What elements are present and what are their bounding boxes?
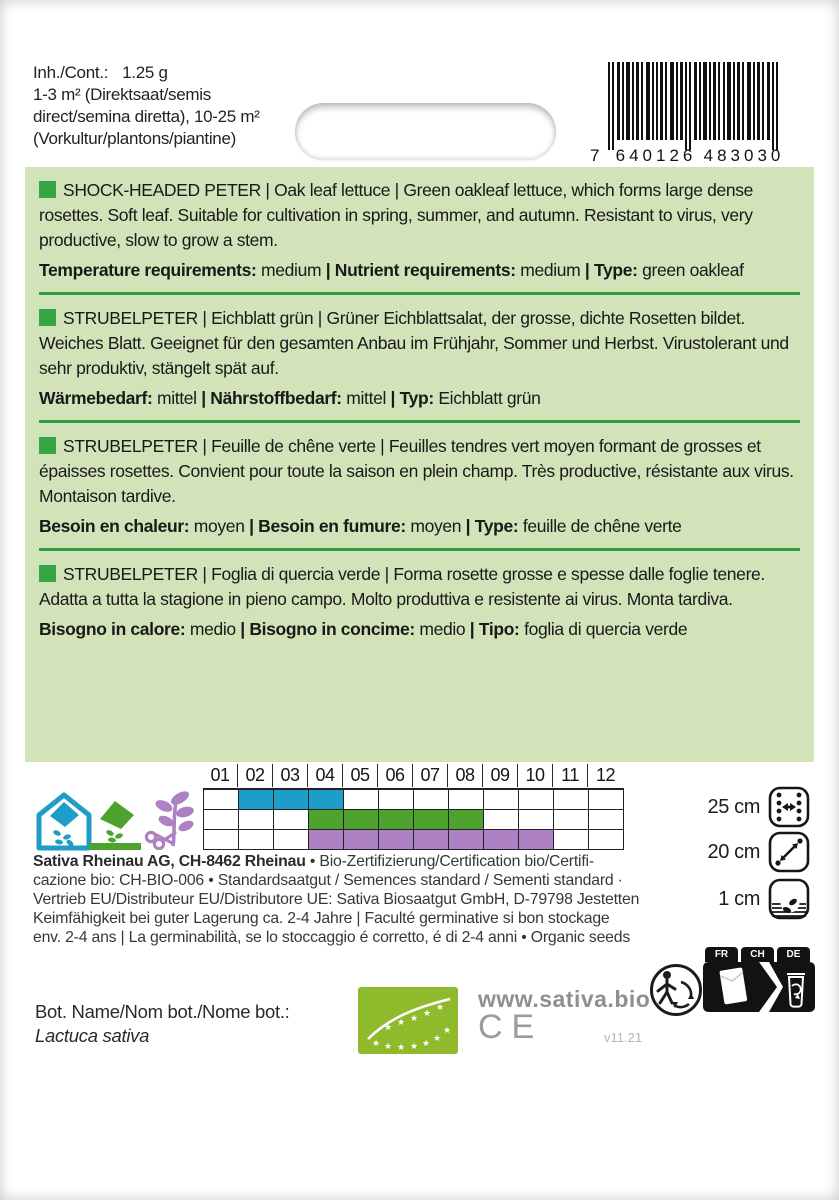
layout-version: v11.21 — [604, 1030, 643, 1045]
calendar-cell-preculture-sowing — [449, 790, 484, 810]
req-value: foglia di quercia verde — [524, 619, 688, 639]
calendar-month-label: 12 — [595, 765, 616, 785]
euro-slot-hang-hole — [295, 103, 556, 160]
producer-info — [33, 853, 639, 948]
svg-text:★: ★ — [383, 1042, 393, 1052]
coverage-area: 1-3 m² (Direktsaat/semis direct/semina diretta), 10-25 m² (Vorkultur/plantons/piantine) — [33, 85, 260, 148]
separator: | — [244, 516, 259, 536]
calendar-cell-direct-sowing — [379, 810, 414, 830]
section-de — [39, 306, 800, 410]
calendar-cell-harvest — [589, 830, 624, 850]
ce-mark: CE — [478, 1008, 544, 1046]
calendar-month-label: 08 — [448, 764, 483, 787]
greenhouse-sowing-icon — [34, 790, 94, 852]
calendar-cell-preculture-sowing — [239, 790, 274, 810]
req-label: Besoin en chaleur: — [39, 516, 190, 536]
separator: | — [196, 388, 211, 408]
calendar-cell-preculture-sowing — [379, 790, 414, 810]
req-value: medium — [520, 260, 581, 280]
variety-title: STRUBELPETER — [63, 308, 198, 328]
requirements-de — [39, 386, 800, 410]
variety-title: STRUBELPETER — [63, 564, 198, 584]
green-square-bullet — [39, 565, 56, 582]
envelope-to-bin-icon — [703, 962, 815, 1012]
botanical-name: Lactuca sativa — [35, 1025, 150, 1046]
variety-text: Feuilles tendres vert moyen formant de grosses et épaisses rosettes. Convient pour toute la saison en plein champ. Très productive, résistante aux virus. Montaison tardive. — [39, 436, 794, 506]
botanical-name-block — [35, 1000, 290, 1048]
calendar-cell-harvest — [449, 830, 484, 850]
req-value: Eichblatt grün — [438, 388, 541, 408]
calendar-cell-preculture-sowing — [414, 790, 449, 810]
calendar-cell-harvest — [379, 830, 414, 850]
req-label: Nutrient requirements: — [334, 260, 516, 280]
req-label: Nährstoffbedarf: — [210, 388, 342, 408]
separator: | — [197, 564, 212, 584]
calendar-month-label: 01 — [203, 764, 238, 787]
separator: | — [197, 436, 212, 456]
calendar-cell-direct-sowing — [414, 810, 449, 830]
barcode-group1: 640126 — [615, 146, 697, 165]
req-label: Type: — [474, 516, 519, 536]
calendar-cell-preculture-sowing — [274, 790, 309, 810]
svg-text:★: ★ — [435, 1003, 445, 1013]
separator: | — [390, 180, 404, 200]
variety-description-it — [39, 562, 800, 612]
website-url: www.sativa.bio — [478, 986, 651, 1012]
variety-type: Foglia di quercia verde — [211, 564, 381, 584]
calendar-cell-harvest — [554, 830, 589, 850]
green-square-bullet — [39, 309, 56, 326]
row-spacing-icon — [768, 786, 810, 828]
eu-organic-leaf-logo — [358, 987, 458, 1054]
svg-text:★: ★ — [409, 1014, 419, 1024]
requirements-en — [39, 258, 800, 282]
calendar-cell-harvest — [274, 830, 309, 850]
barcode-group2: 483030 — [703, 146, 785, 165]
req-value: medio — [189, 619, 236, 639]
footer-line: Keimfähigkeit bei guter Lagerung ca. 2-4 Jahre | Faculté germinative si bon stockage — [33, 909, 610, 927]
variety-title: SHOCK-HEADED PETER — [63, 180, 261, 200]
barcode-bars-icon — [590, 62, 794, 152]
calendar-cell-direct-sowing — [309, 810, 344, 830]
svg-text:★: ★ — [422, 1009, 432, 1019]
calendar-cell-direct-sowing — [204, 810, 239, 830]
calendar-month-label: 06 — [378, 764, 413, 787]
calendar-cell-preculture-sowing — [519, 790, 554, 810]
req-value: moyen — [410, 516, 462, 536]
requirements-it — [39, 617, 800, 641]
req-label: Type: — [593, 260, 638, 280]
tab-ch: CH — [741, 947, 774, 962]
calendar-month-label: 07 — [413, 764, 448, 787]
calendar-month-label: 05 — [343, 764, 378, 787]
direct-sowing-icon — [88, 800, 142, 850]
barcode-digits — [590, 146, 794, 166]
calendar-cell-harvest — [204, 830, 239, 850]
variety-title: STRUBELPETER — [63, 436, 198, 456]
calendar-cell-direct-sowing — [589, 810, 624, 830]
calendar-cell-direct-sowing — [484, 810, 519, 830]
calendar-month-label: 10 — [518, 764, 553, 787]
green-square-bullet — [39, 437, 56, 454]
content-value: 1.25 g — [122, 63, 168, 82]
calendar-cell-preculture-sowing — [589, 790, 624, 810]
calendar-cell-direct-sowing — [554, 810, 589, 830]
section-divider — [39, 292, 800, 295]
footer-line: cazione bio: CH-BIO-006 • Standardsaatgut / Semences standard / Sementi standard · — [33, 871, 623, 889]
footer-line — [33, 853, 639, 872]
calendar-cell-preculture-sowing — [344, 790, 379, 810]
req-value: green oakleaf — [642, 260, 744, 280]
variety-text: Grüner Eichblattsalat, der grosse, dichte Rosetten bildet. Weiches Blatt. Geeignet für den gesamten Anbau im Frühjahr, Sommer und Herbst. Virustolerant und sehr produktiv, stängelt spät auf. — [39, 308, 789, 378]
calendar-cell-preculture-sowing — [309, 790, 344, 810]
calendar-month-label: 04 — [308, 764, 343, 787]
separator: | — [461, 516, 475, 536]
variety-type: Feuille de chêne verte — [211, 436, 376, 456]
section-en — [39, 178, 800, 282]
calendar-cell-direct-sowing — [239, 810, 274, 830]
separator: | — [375, 436, 389, 456]
req-label: Typ: — [399, 388, 434, 408]
calendar-month-label: 09 — [483, 764, 518, 787]
svg-text:★: ★ — [409, 1042, 419, 1052]
barcode — [590, 62, 794, 164]
paper-disposal-badge — [703, 947, 815, 1012]
content-info — [33, 62, 309, 150]
spec-label: 1 cm — [718, 887, 760, 910]
separator: | — [380, 564, 394, 584]
variety-text: Green oakleaf lettuce, which forms large dense rosettes. Soft leaf. Suitable for cultivation in spring, summer, and autumn. Resistant to virus, very productive, slow to grow a stem. — [39, 180, 754, 250]
req-value: mittel — [346, 388, 387, 408]
spec-plant-spacing — [694, 831, 810, 873]
content-amount — [33, 62, 309, 84]
spec-row-spacing — [694, 786, 810, 828]
calendar-cell-direct-sowing — [344, 810, 379, 830]
section-fr — [39, 434, 800, 538]
svg-text:★: ★ — [432, 1034, 442, 1044]
calendar-month-header — [203, 764, 623, 787]
separator: | — [321, 260, 335, 280]
variety-type: Oak leaf lettuce — [274, 180, 391, 200]
separator: | — [197, 308, 212, 328]
separator: | — [260, 180, 275, 200]
req-label: Temperature requirements: — [39, 260, 257, 280]
calendar-cell-preculture-sowing — [554, 790, 589, 810]
barcode-prefix: 7 — [590, 146, 600, 165]
svg-text:★: ★ — [371, 1039, 381, 1049]
separator: | — [235, 619, 250, 639]
calendar-cell-direct-sowing — [449, 810, 484, 830]
req-label: Besoin en fumure: — [258, 516, 406, 536]
calendar-cell-harvest — [414, 830, 449, 850]
plant-spacing-icon — [768, 831, 810, 873]
calendar-cell-direct-sowing — [519, 810, 554, 830]
separator: | — [313, 308, 327, 328]
spec-label: 25 cm — [707, 795, 760, 818]
req-value: medio — [419, 619, 466, 639]
calendar-cell-direct-sowing — [274, 810, 309, 830]
green-square-bullet — [39, 181, 56, 198]
svg-text:★: ★ — [442, 1026, 452, 1036]
calendar-cell-preculture-sowing — [484, 790, 519, 810]
req-value: medium — [261, 260, 322, 280]
separator: | — [465, 619, 479, 639]
harvest-scissors-icon — [140, 788, 202, 850]
footer-line: env. 2-4 ans | La germinabilità, se lo stoccaggio é corretto, é di 2-4 anni • Organic seeds — [33, 928, 631, 946]
req-value: moyen — [193, 516, 245, 536]
req-value: mittel — [156, 388, 197, 408]
calendar-grid — [203, 788, 624, 850]
separator: | — [386, 388, 400, 408]
section-divider — [39, 420, 800, 423]
calendar-cell-harvest — [239, 830, 274, 850]
req-label: Tipo: — [478, 619, 520, 639]
req-label: Bisogno in calore: — [39, 619, 186, 639]
variety-text: Forma rosette grosse e spesse dalle foglie tenere. Adatta a tutta la stagione in pieno campo. Molto produttiva e resistente ai virus. Monta tardiva. — [39, 564, 765, 609]
calendar-cell-preculture-sowing — [204, 790, 239, 810]
spec-sowing-depth — [694, 878, 810, 920]
calendar-month-label: 02 — [238, 764, 273, 787]
content-label: Inh./Cont.: — [33, 63, 109, 82]
tab-fr: FR — [705, 947, 738, 962]
requirements-fr — [39, 514, 800, 538]
calendar-cell-harvest — [309, 830, 344, 850]
variety-type: Eichblatt grün — [211, 308, 314, 328]
req-value: feuille de chêne verte — [522, 516, 682, 536]
botanical-label: Bot. Name/Nom bot./Nome bot.: — [35, 1001, 290, 1022]
tab-de: DE — [777, 947, 810, 962]
triman-recycling-icon — [648, 962, 704, 1018]
calendar-month-label: 03 — [273, 764, 308, 787]
svg-text:★: ★ — [421, 1039, 431, 1049]
sowing-depth-icon — [768, 878, 810, 920]
svg-text:★: ★ — [383, 1023, 393, 1033]
req-label: Wärmebedarf: — [39, 388, 153, 408]
section-it — [39, 562, 800, 641]
spec-label: 20 cm — [707, 840, 760, 863]
footer-text: • Bio-Zertifizierung/Certification bio/Certifi- — [305, 853, 594, 870]
variety-description-en — [39, 178, 800, 253]
calendar-cell-harvest — [519, 830, 554, 850]
footer-line: Vertrieb EU/Distributeur EU/Distributore UE: Sativa Biosaatgut GmbH, D-79798 Jestetten — [33, 890, 640, 908]
separator: | — [580, 260, 594, 280]
variety-description-de — [39, 306, 800, 381]
req-label: Bisogno in concime: — [249, 619, 415, 639]
variety-description-fr — [39, 434, 800, 509]
calendar-month-label: 11 — [553, 764, 588, 787]
svg-text:★: ★ — [396, 1043, 406, 1053]
svg-text:★: ★ — [396, 1018, 406, 1028]
calendar-cell-harvest — [344, 830, 379, 850]
company-name: Sativa Rheinau AG, CH-8462 Rheinau — [33, 853, 306, 870]
country-tabs — [705, 947, 815, 962]
section-divider — [39, 548, 800, 551]
calendar-cell-harvest — [484, 830, 519, 850]
info-panel — [25, 167, 814, 762]
